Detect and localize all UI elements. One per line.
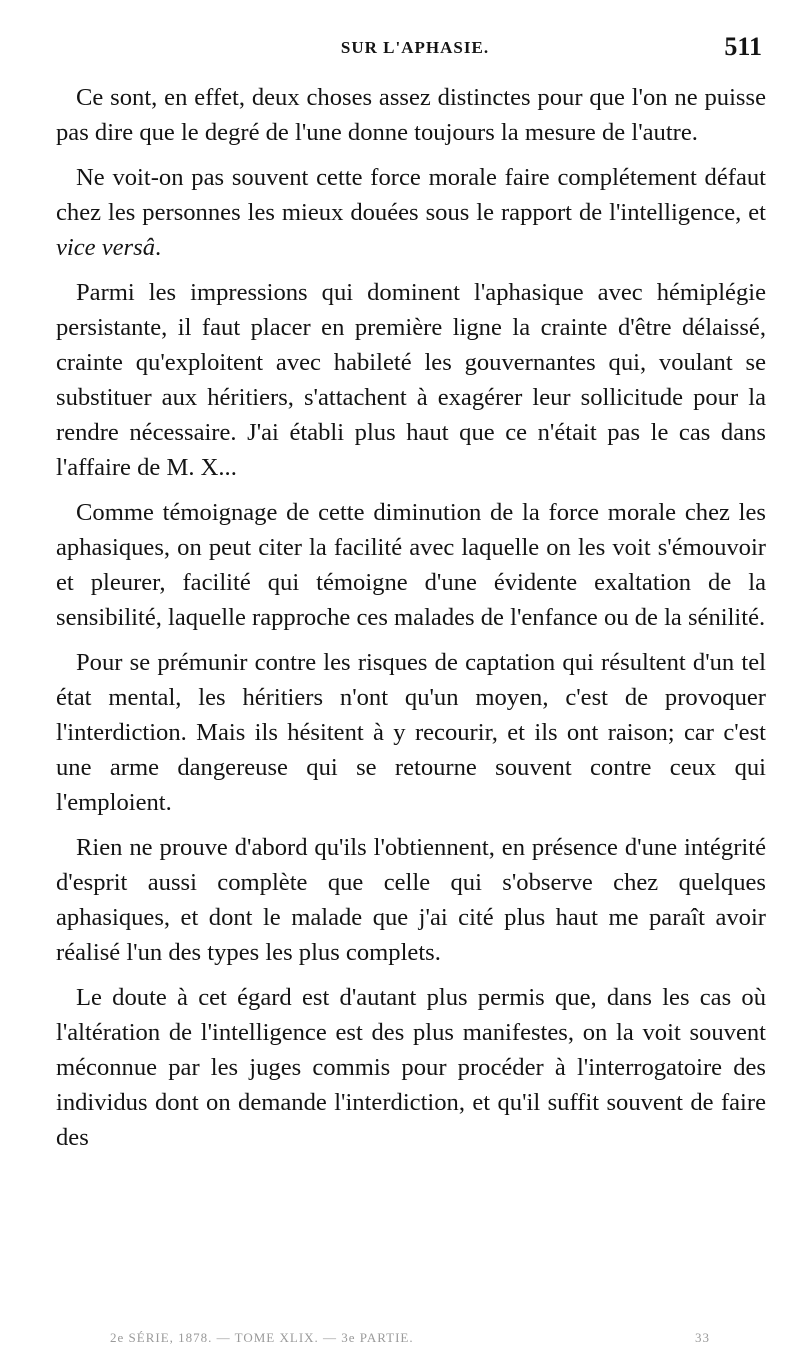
paragraph-text: Parmi les impressions qui dominent l'aphasique avec hémiplégie persistante, il faut placer en première ligne la crainte d'être délaissé, crainte qu'exploitent avec habileté les gouvernantes qui, voulant se substituer aux héritiers, s'attachent à exagérer leur sollicitude pour la rendre nécessaire. J'ai établi plus haut que ce n'était pas le cas dans l'affaire de M. X...: [56, 279, 766, 481]
paragraph-text: Ne voit-on pas souvent cette force morale faire complétement défaut chez les personnes les mieux douées sous le rapport de l'intelligence, et: [56, 164, 766, 226]
page-number: 511: [724, 32, 762, 61]
paragraph: [56, 645, 766, 820]
page-header: [60, 32, 770, 66]
paragraph: [56, 830, 766, 970]
paragraph: [56, 980, 766, 1155]
italic-phrase: vice versâ: [56, 234, 155, 261]
paragraph-text: .: [155, 234, 162, 261]
paragraph: [56, 80, 766, 150]
paragraph-text: Comme témoignage de cette diminution de la force morale chez les aphasiques, on peut citer la facilité avec laquelle on les voit s'émouvoir et pleurer, facilité qui témoigne d'une évidente exaltation de la sensibilité, laquelle rapproche ces malades de l'enfance ou de la sénilité.: [56, 499, 766, 631]
signature-number: 33: [695, 1330, 710, 1345]
signature-mark: 2e SÉRIE, 1878. — TOME XLIX. — 3e PARTIE.: [110, 1330, 414, 1345]
page-footer: [110, 1330, 710, 1346]
paragraph: [56, 275, 766, 485]
paragraph-text: Rien ne prouve d'abord qu'ils l'obtiennent, en présence d'une intégrité d'esprit aussi complète que celle qui s'observe chez quelques aphasiques, et dont le malade que j'ai cité plus haut me paraît avoir réalisé l'un des types les plus complets.: [56, 834, 766, 966]
running-title: SUR L'APHASIE.: [340, 38, 490, 57]
paragraph-text: Le doute à cet égard est d'autant plus permis que, dans les cas où l'altération de l'intelligence est des plus manifestes, on la voit souvent méconnue par les juges commis pour procéder à l'interrogatoire des individus dont on demande l'interdiction, et qu'il suffit souvent de faire des: [56, 984, 766, 1151]
paragraph: [56, 160, 766, 265]
body-text: [56, 80, 766, 1165]
paragraph-text: Pour se prémunir contre les risques de captation qui résultent d'un tel état mental, les héritiers n'ont qu'un moyen, c'est de provoquer l'interdiction. Mais ils hésitent à y recourir, et ils ont raison; car c'est une arme dangereuse qui se retourne souvent contre ceux qui l'emploient.: [56, 649, 766, 816]
paragraph: [56, 495, 766, 635]
paragraph-text: Ce sont, en effet, deux choses assez distinctes pour que l'on ne puisse pas dire que le degré de l'une donne toujours la mesure de l'autre.: [56, 84, 766, 146]
